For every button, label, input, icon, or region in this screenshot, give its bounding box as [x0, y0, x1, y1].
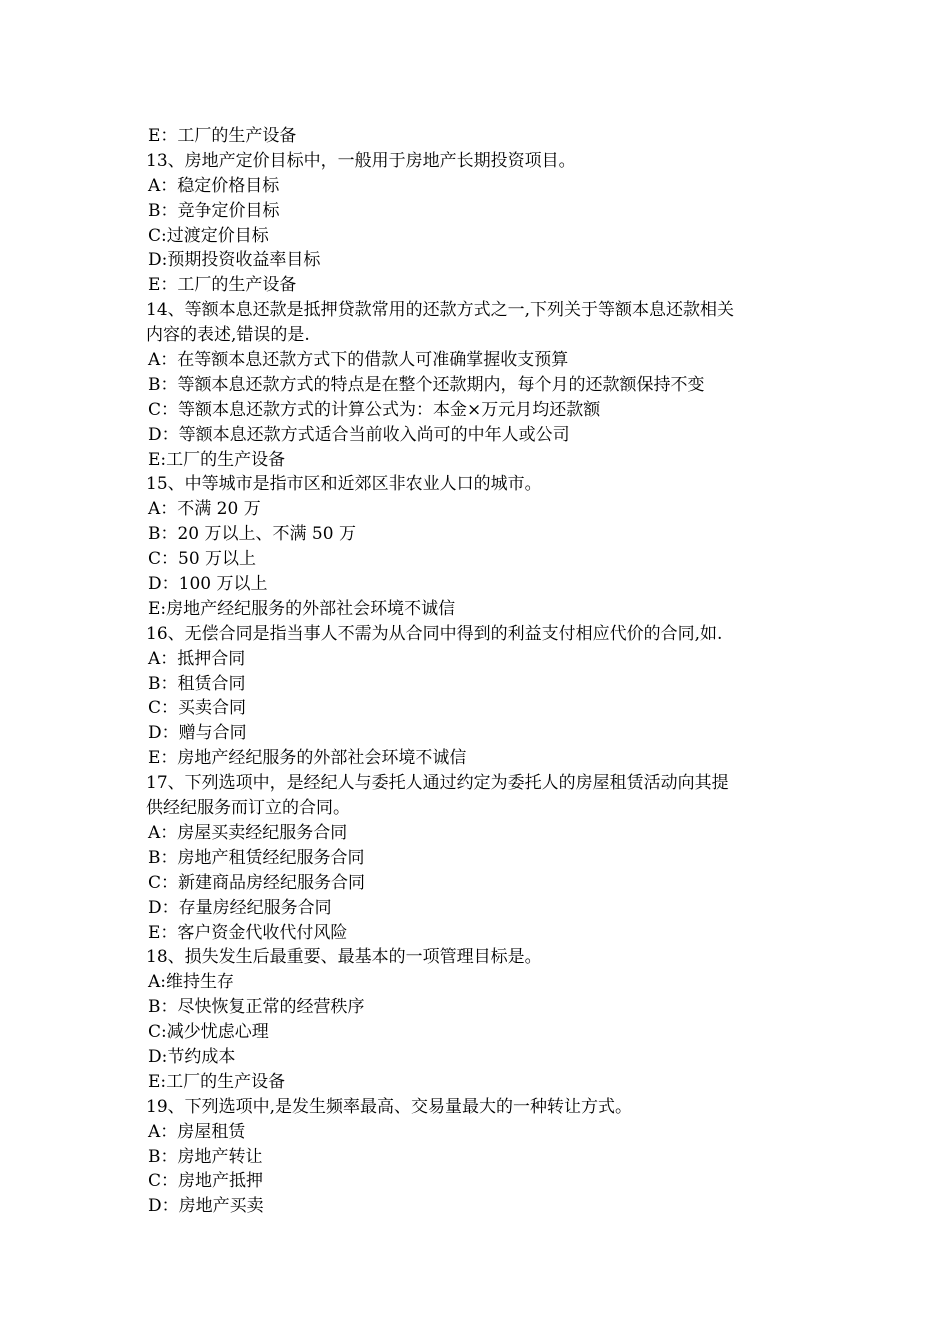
answer-option-line: B：房地产转让	[148, 1146, 263, 1167]
answer-option-line: A：房屋买卖经纪服务合同	[148, 822, 348, 843]
answer-option-line: C：房地产抵押	[148, 1171, 264, 1192]
answer-option-line: D：存量房经纪服务合同	[148, 897, 332, 918]
question-text-line: 供经纪服务而订立的合同。	[146, 798, 350, 819]
answer-option-line: E：客户资金代收代付风险	[148, 922, 348, 943]
answer-option-line: B：房地产租赁经纪服务合同	[148, 847, 365, 868]
question-text-line: 15、中等城市是指市区和近郊区非农业人口的城市。	[146, 474, 542, 495]
answer-option-line: A：不满 20 万	[148, 499, 261, 520]
question-text-line: 19、下列选项中,是发生频率最高、交易量最大的一种转让方式。	[146, 1096, 633, 1117]
answer-option-line: C:减少忧虑心理	[148, 1022, 269, 1043]
answer-option-line: B：租赁合同	[148, 673, 246, 694]
answer-option-line: C：新建商品房经纪服务合同	[148, 872, 366, 893]
question-text-line: 18、损失发生后最重要、最基本的一项管理目标是。	[146, 947, 542, 968]
question-text-line: 13、房地产定价目标中，一般用于房地产长期投资项目。	[146, 150, 576, 171]
answer-option-line: D：赠与合同	[148, 723, 247, 744]
answer-option-line: E:房地产经纪服务的外部社会环境不诚信	[148, 598, 456, 619]
question-text-line: 14、等额本息还款是抵押贷款常用的还款方式之一,下列关于等额本息还款相关	[146, 300, 735, 321]
answer-option-line: B：20 万以上、不满 50 万	[148, 524, 356, 545]
answer-option-line: A：抵押合同	[148, 648, 246, 669]
answer-option-line: E：房地产经纪服务的外部社会环境不诚信	[148, 748, 467, 769]
answer-option-line: E：工厂的生产设备	[148, 126, 297, 146]
answer-option-line: E：工厂的生产设备	[148, 275, 297, 296]
answer-option-line: D:预期投资收益率目标	[148, 250, 321, 271]
answer-option-line: A：房屋租赁	[148, 1121, 246, 1142]
answer-option-line: D：等额本息还款方式适合当前收入尚可的中年人或公司	[148, 424, 570, 445]
answer-option-line: B：尽快恢复正常的经营秩序	[148, 997, 365, 1018]
answer-option-line: B：竞争定价目标	[148, 200, 280, 221]
question-text-line: 16、无偿合同是指当事人不需为从合同中得到的利益支付相应代价的合同,如.	[146, 623, 723, 644]
answer-option-line: C:过渡定价目标	[148, 225, 269, 246]
answer-option-line: E:工厂的生产设备	[148, 1071, 286, 1092]
answer-option-line: E:工厂的生产设备	[148, 449, 286, 470]
question-list	[146, 124, 816, 1219]
answer-option-line: C：等额本息还款方式的计算公式为：本金×万元月均还款额	[148, 399, 601, 420]
answer-option-line: C：50 万以上	[148, 549, 257, 570]
question-text-line: 17、下列选项中，是经纪人与委托人通过约定为委托人的房屋租赁活动向其提	[146, 773, 729, 794]
answer-option-line: D：100 万以上	[148, 574, 268, 595]
answer-option-line: C：买卖合同	[148, 698, 247, 719]
question-text-line: 内容的表述,错误的是.	[146, 325, 310, 346]
answer-option-line: A：在等额本息还款方式下的借款人可准确掌握收支预算	[148, 350, 569, 371]
answer-option-line: A：稳定价格目标	[148, 175, 280, 196]
answer-option-line: D:节约成本	[148, 1046, 236, 1067]
answer-option-line: B：等额本息还款方式的特点是在整个还款期内，每个月的还款额保持不变	[148, 374, 705, 395]
answer-option-line: D：房地产买卖	[148, 1196, 264, 1217]
answer-option-line: A:维持生存	[148, 972, 235, 993]
